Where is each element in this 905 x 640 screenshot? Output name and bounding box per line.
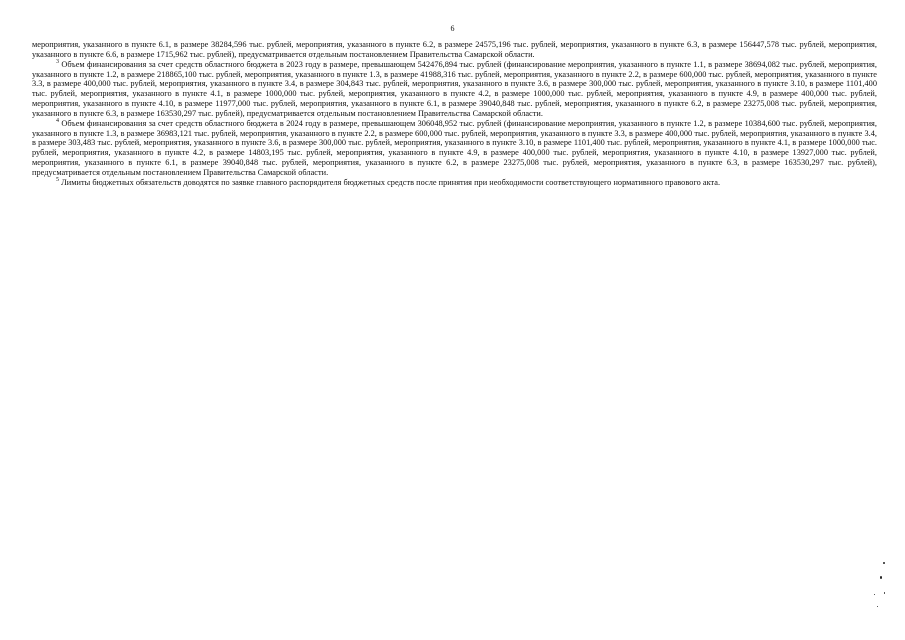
paragraph-text: мероприятия, указанного в пункте 6.1, в размере 38284,596 тыс. рублей, мероприятия, указанного в пункте 6.2, в размере 24575,196 тыс. рублей, мероприятия, указанного в пункте 6.3, в размере 156447,578 тыс. рублей, мероприятия, указанного в пункте 6.6, в размере 1715,962 тыс. рублей), предусматривается отдельным постановлением Правительства Самарской области. bbox=[32, 40, 877, 59]
footnote-marker: 4 bbox=[56, 117, 60, 124]
footnote-3-paragraph bbox=[32, 60, 877, 119]
footnote-4-paragraph bbox=[32, 119, 877, 178]
paragraph-continuation bbox=[32, 40, 877, 60]
paragraph-text: Лимиты бюджетных обязательств доводятся по заявке главного распорядителя бюджетных средств после принятия при необходимости соответствующего нормативного правового акта. bbox=[61, 177, 721, 187]
page-number: 6 bbox=[450, 24, 455, 33]
document-body bbox=[32, 40, 877, 188]
footnote-marker: 5 bbox=[56, 176, 60, 183]
paragraph-text: Объем финансирования за счет средств областного бюджета в 2023 году в размере, превышающем 542476,894 тыс. рублей (финансирование мероприятия, указанного в пункте 1.1, в размере 38694,082 тыс. рублей, мероприятия, указанного в пункте 1.2, в размере 218865,100 тыс. рублей, мероприятия, указанного в пункте 1.3, в размере 41988,316 тыс. рублей, мероприятия, указанного в пункте 2.2, в размере 600,000 тыс. рублей, мероприятия, указанного в пункте 3.3, в размере 400,000 тыс. рублей, мероприятия, указанного в пункте 3.4, в размере 304,843 тыс. рублей, мероприятия, указанного в пункте 3.6, в размере 300,000 тыс. рублей, мероприятия, указанного в пункте 3.10, в размере 1101,400 тыс. рублей, мероприятия, указанного в пункте 4.1, в размере 1000,000 тыс. рублей, мероприятия, указанного в пункте 4.2, в размере 1000,000 тыс. рублей, мероприятия, указанного в пункте 4.9, в размере 400,000 тыс. рублей, мероприятия, указанного в пункте 4.10, в размере 11977,000 тыс. рублей, мероприятия, указанного в пункте 6.1, в размере 39040,848 тыс. рублей, мероприятия, указанного в пункте 6.2, в размере 23275,008 тыс. рублей, мероприятия, указанного в пункте 6.3, в размере 163530,297 тыс. рублей), предусматривается отдельным постановлением Правительства Самарской области. bbox=[32, 59, 877, 118]
footnote-5-paragraph bbox=[32, 178, 877, 188]
paragraph-text: Объем финансирования за счет средств областного бюджета в 2024 году в размере, превышающем 306048,952 тыс. рублей (финансирование мероприятия, указанного в пункте 1.2, в размере 10384,600 тыс. рублей, мероприятия, указанного в пункте 1.3, в размере 36983,121 тыс. рублей, мероприятия, указанного в пункте 2.2, в размере 600,000 тыс. рублей, мероприятия, указанного в пункте 3.3, в размере 400,000 тыс. рублей, мероприятия, указанного в пункте 3.4, в размере 303,483 тыс. рублей, мероприятия, указанного в пункте 3.6, в размере 300,000 тыс. рублей, мероприятия, указанного в пункте 3.10, в размере 1101,400 тыс. рублей, мероприятия, указанного в пункте 4.1, в размере 1000,000 тыс. рублей, мероприятия, указанного в пункте 4.2, в размере 14803,195 тыс. рублей, мероприятия, указанного в пункте 4.9, в размере 400,000 тыс. рублей, мероприятия, указанного в пункте 4.10, в размере 13927,000 тыс. рублей, мероприятия, указанного в пункте 6.1, в размере 39040,848 тыс. рублей, мероприятия, указанного в пункте 6.2, в размере 23275,008 тыс. рублей, мероприятия, указанного в пункте 6.3, в размере 163530,297 тыс. рублей), предусматривается отдельным постановлением Правительства Самарской области. bbox=[32, 118, 877, 177]
scan-specks bbox=[871, 562, 891, 622]
footnote-marker: 3 bbox=[56, 58, 60, 65]
